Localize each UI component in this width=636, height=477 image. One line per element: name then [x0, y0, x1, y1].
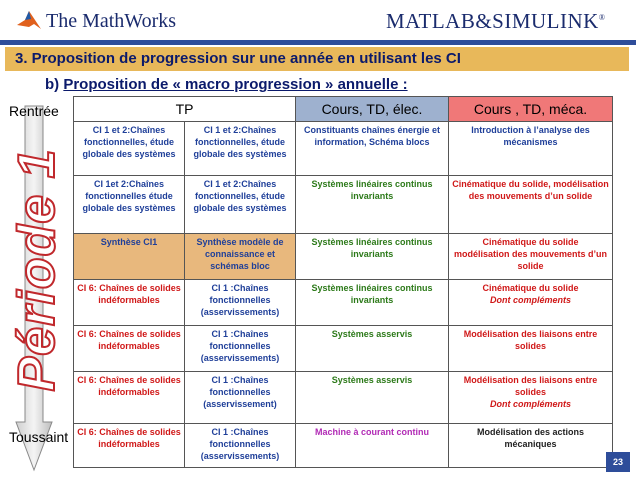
header-tp: TP — [74, 97, 296, 122]
table-cell: Introduction à l’analyse des mécanismes — [449, 122, 613, 176]
table-cell: CI 1 :Chaînes fonctionnelles (asservissement) — [185, 372, 296, 424]
table-row — [74, 326, 613, 372]
table-cell: CI 1et 2:Chaînes fonctionnelles étude globale des systèmes — [74, 176, 185, 234]
table-cell: Systèmes linéaires continus invariants — [296, 280, 449, 326]
cell-line: Cinématique du solide — [482, 283, 579, 293]
brand-right-registered: ® — [598, 13, 606, 22]
table-cell: CI 6: Chaînes de solides indéformables — [74, 424, 185, 468]
table-cell: Constituants chaînes énergie et information, Schéma blocs — [296, 122, 449, 176]
table-header-row — [74, 97, 613, 122]
label-toussaint: Toussaint — [9, 429, 69, 445]
table-row — [74, 280, 613, 326]
progression-table — [73, 96, 613, 468]
table-cell-synthese: Synthèse CI1 — [74, 234, 185, 280]
brand-right-text: MATLAB&SIMULINK — [386, 9, 599, 33]
table-cell — [449, 372, 613, 424]
cell-line: Modélisation des liaisons entre solides — [463, 375, 598, 397]
header-bar — [0, 0, 636, 40]
slide-subtitle — [45, 76, 408, 93]
header-elec: Cours, TD, élec. — [296, 97, 449, 122]
table-cell: CI 1 :Chaînes fonctionnelles (asservissements) — [185, 280, 296, 326]
cell-line: modélisation des mouvements d’un solide — [454, 249, 608, 271]
label-rentree: Rentrée — [9, 103, 59, 119]
table-cell: Modélisation des liaisons entre solides — [449, 326, 613, 372]
mathworks-logo-icon — [16, 7, 42, 33]
table-cell: Modélisation des actions mécaniques — [449, 424, 613, 468]
table-row — [74, 372, 613, 424]
table-cell: CI 6: Chaînes de solides indéformables — [74, 372, 185, 424]
cell-line: Cinématique du solide — [482, 237, 579, 247]
table-cell: Systèmes asservis — [296, 326, 449, 372]
table-cell: CI 1 :Chaînes fonctionnelles (asservissements) — [185, 424, 296, 468]
brand-left: The MathWorks — [46, 10, 177, 32]
header-divider — [0, 40, 636, 45]
table-cell: CI 6: Chaînes de solides indéformables — [74, 326, 185, 372]
slide-title: 3. Proposition de progression sur une année en utilisant les CI — [15, 50, 461, 67]
cell-line: Dont compléments — [490, 295, 572, 305]
table-cell: CI 1 et 2:Chaînes fonctionnelles, étude globale des systèmes — [74, 122, 185, 176]
table-cell: Machine à courant continu — [296, 424, 449, 468]
table-cell: CI 1 :Chaînes fonctionnelles (asservissements) — [185, 326, 296, 372]
table-cell: Cinématique du solide, modélisation des mouvements d’un solide — [449, 176, 613, 234]
brand-right — [386, 9, 605, 34]
table-row — [74, 424, 613, 468]
table-row — [74, 234, 613, 280]
table-cell — [449, 280, 613, 326]
page-number: 23 — [606, 452, 630, 472]
header-meca: Cours , TD, méca. — [449, 97, 613, 122]
table-cell: CI 6: Chaînes de solides indéformables — [74, 280, 185, 326]
table-cell: CI 1 et 2:Chaînes fonctionnelles, étude globale des systèmes — [185, 122, 296, 176]
subtitle-text: Proposition de « macro progression » annuelle : — [63, 76, 408, 93]
table-cell: Systèmes asservis — [296, 372, 449, 424]
cell-line: Dont compléments — [490, 399, 572, 409]
table-cell: Systèmes linéaires continus invariants — [296, 234, 449, 280]
title-bar — [5, 47, 629, 71]
table-row — [74, 176, 613, 234]
table-row — [74, 122, 613, 176]
table-cell: Systèmes linéaires continus invariants — [296, 176, 449, 234]
table-cell-synthese: Synthèse modèle de connaissance et schémas bloc — [185, 234, 296, 280]
periode-label: Période 1 — [8, 148, 66, 392]
table-cell — [449, 234, 613, 280]
subtitle-prefix: b) — [45, 76, 60, 93]
table-cell: CI 1 et 2:Chaînes fonctionnelles, étude globale des systèmes — [185, 176, 296, 234]
